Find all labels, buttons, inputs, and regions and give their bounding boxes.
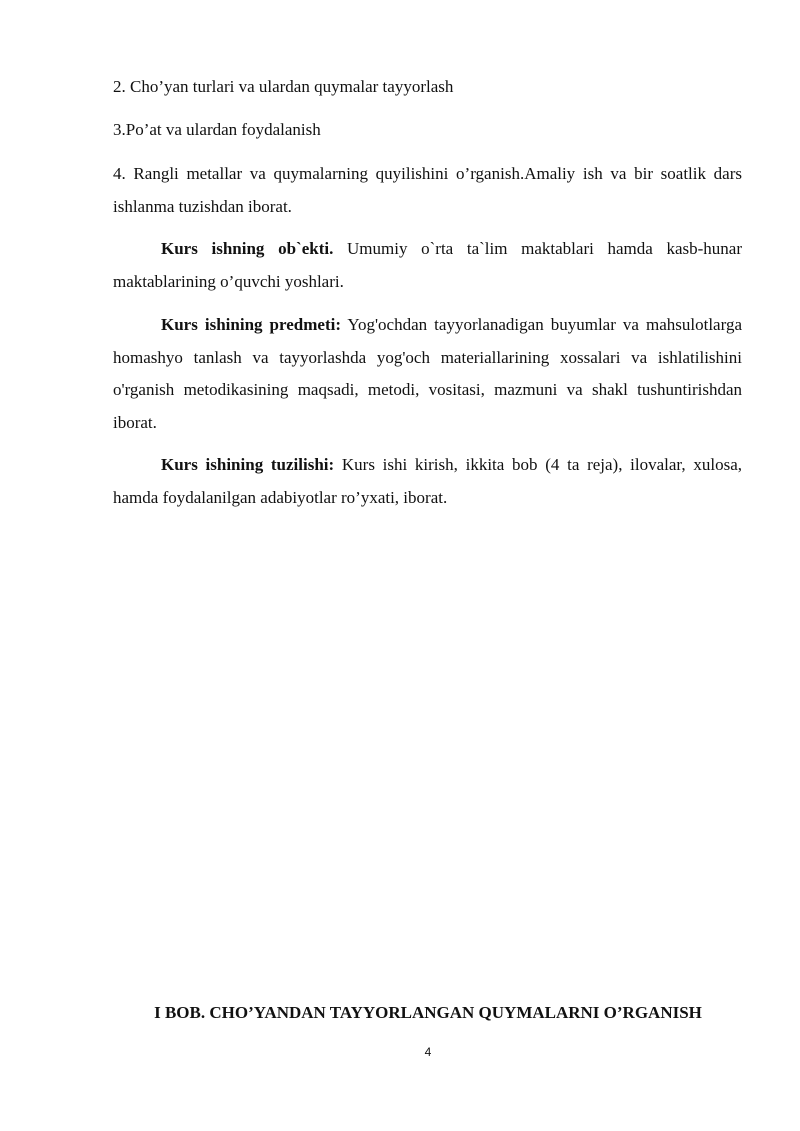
list-item-4: 4. Rangli metallar va quymalarning quyilishini o’rganish.Amaliy ish va bir soatlik dars ishlanma tuzishdan iborat.	[113, 164, 742, 216]
chapter-title: I BOB. CHO’YANDAN TAYYORLANGAN QUYMALARNI O’RGANISH	[154, 1003, 702, 1022]
subject-text: Yog'ochdan tayyorlanadigan buyumlar va mahsulotlarga homashyo tanlash va tayyorlashda yog'och materiallarining xossalari va ishlatilishini o'rganish metodikasining maqsadi, metodi, vositasi, mazmuni va shakl tushuntirishdan iborat.	[113, 315, 743, 432]
page-number: 4	[424, 1045, 432, 1059]
object-label: Kurs ishning ob`ekti.	[161, 239, 334, 258]
object-text: Umumiy o`rta ta`lim maktablari hamda kasb-hunar maktablarining o’quvchi yoshlari.	[113, 239, 742, 291]
subject-label: Kurs ishining predmeti:	[161, 315, 342, 334]
structure-label: Kurs ishining tuzilishi:	[161, 455, 335, 474]
paragraph-subject	[113, 309, 742, 439]
paragraph-structure	[113, 449, 742, 514]
paragraph-object	[113, 233, 742, 298]
structure-text: Kurs ishi kirish, ikkita bob (4 ta reja), ilovalar, xulosa, hamda foydalanilgan adabiyotlar ro’yxati, iborat.	[113, 455, 742, 507]
list-item-2: 2. Cho’yan turlari va ulardan quymalar tayyorlash	[113, 77, 454, 96]
list-item-3: 3.Po’at va ulardan foydalanish	[113, 120, 321, 139]
